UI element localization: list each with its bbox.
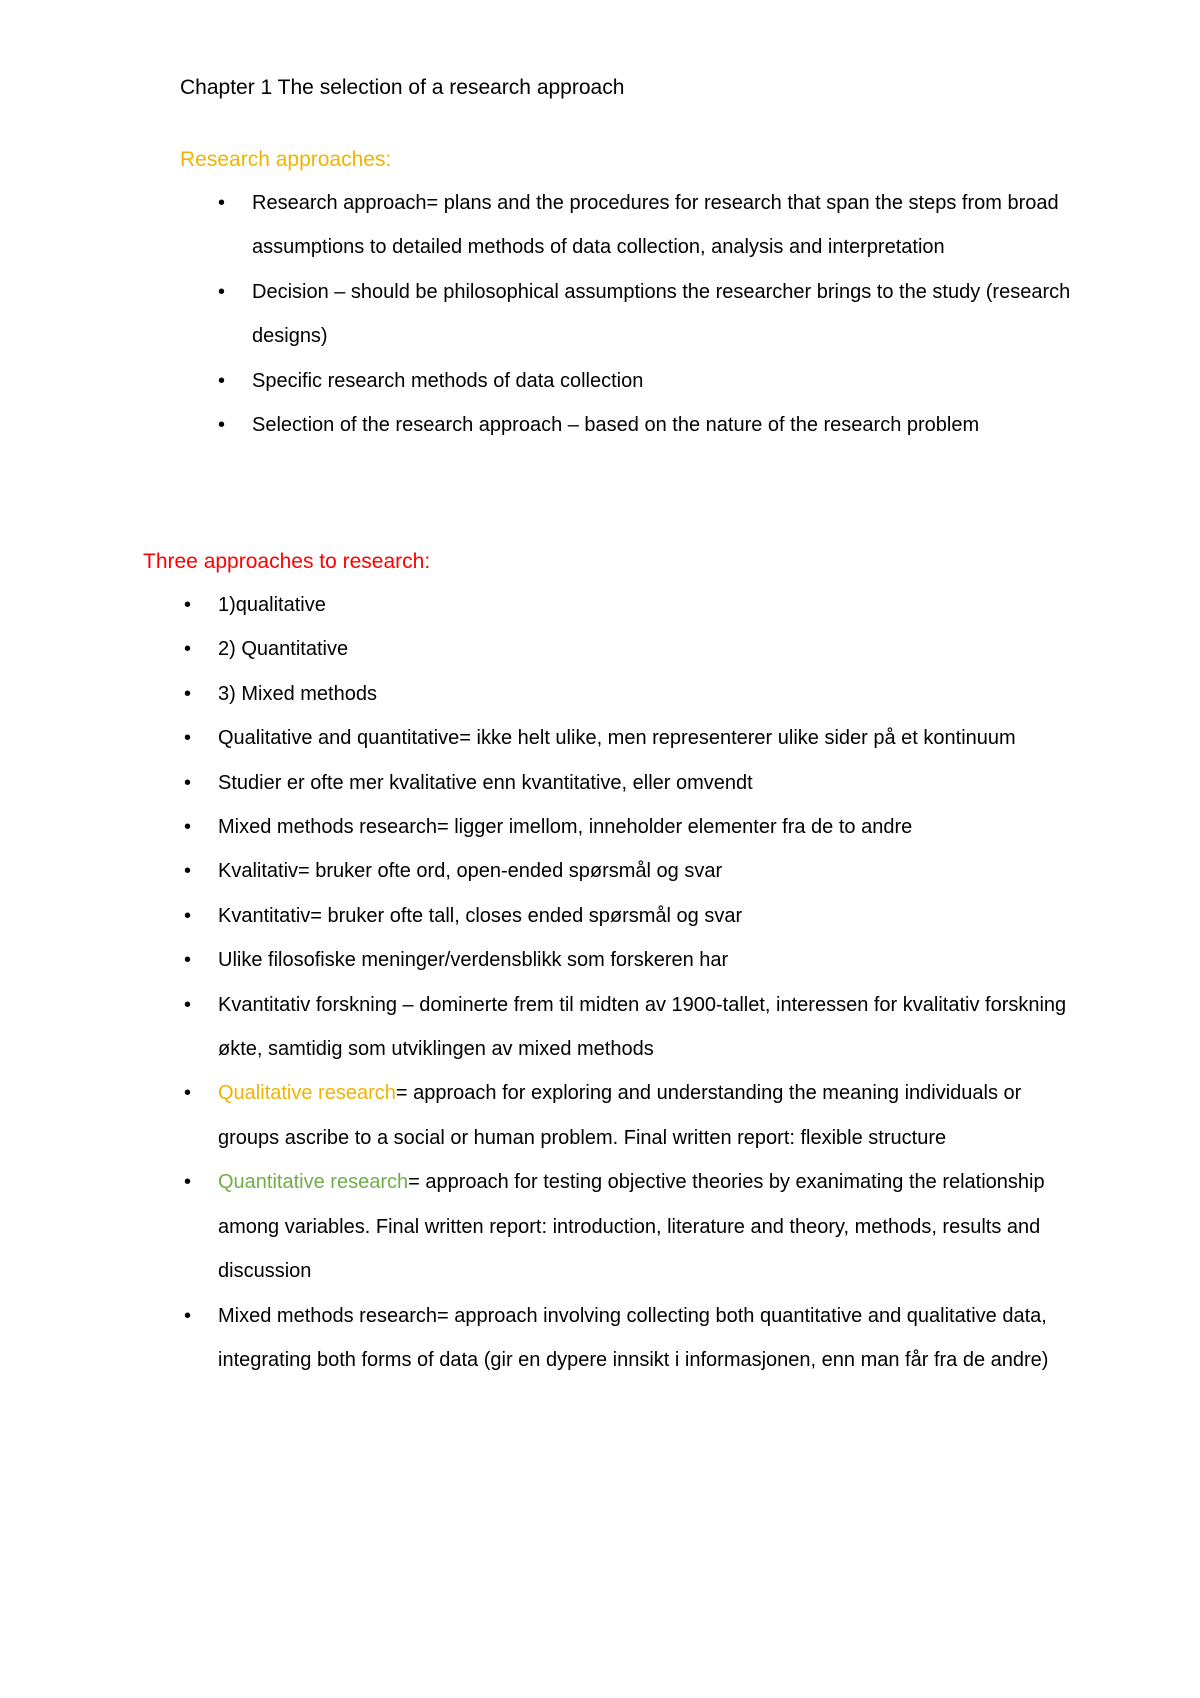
term-quantitative-research: Quantitative research <box>218 1171 409 1194</box>
list-item-text: 1)qualitative <box>218 594 326 616</box>
list-item-text: 3) Mixed methods <box>218 682 377 705</box>
list-item <box>180 983 1080 1072</box>
list-item-text: Studier er ofte mer kvalitative enn kvantitative, eller omvendt <box>218 771 753 794</box>
list-item <box>214 359 1084 403</box>
list-item <box>180 672 1080 716</box>
list-item <box>214 403 1084 447</box>
bullet-icon: • <box>184 771 192 794</box>
list-item <box>214 270 1084 359</box>
list-item-quantitative-research <box>180 1160 1080 1293</box>
list-item-text: Decision – should be philosophical assumptions the researcher brings to the study (research designs) <box>252 280 1071 348</box>
research-approaches-list <box>214 181 1084 447</box>
list-item <box>180 805 1080 849</box>
list-item-text: Ulike filosofiske meninger/verdensblikk som forskeren har <box>218 949 729 972</box>
bullet-icon: • <box>218 192 226 214</box>
list-item <box>214 181 1084 270</box>
list-item-text: Specific research methods of data collection <box>252 369 644 392</box>
list-item-text: Kvalitativ= bruker ofte ord, open-ended spørsmål og svar <box>218 860 723 883</box>
bullet-icon: • <box>184 1304 192 1327</box>
list-item <box>180 627 1080 671</box>
list-item <box>180 938 1080 982</box>
list-item-text: Kvantitativ= bruker ofte tall, closes ended spørsmål og svar <box>218 904 743 927</box>
section-heading-three-approaches: Three approaches to research: <box>143 550 431 573</box>
bullet-icon: • <box>184 816 192 839</box>
definition-quantitative-research: = approach for testing objective theories by exanimating the relationship among variables. Final written report: introduction, literature and theory, methods, results and discussion <box>218 1171 1045 1283</box>
bullet-icon: • <box>184 949 192 972</box>
list-item-text: Research approach= plans and the procedures for research that span the steps from broad assumptions to detailed methods of data collection, analysis and interpretation <box>252 192 1059 259</box>
bullet-icon: • <box>184 638 192 661</box>
bullet-icon: • <box>184 904 192 927</box>
three-approaches-list <box>180 583 1080 1382</box>
list-item <box>180 761 1080 805</box>
bullet-icon: • <box>184 594 192 616</box>
bullet-icon: • <box>184 1082 192 1105</box>
list-item-text: Mixed methods research= ligger imellom, inneholder elementer fra de to andre <box>218 816 913 839</box>
term-qualitative-research: Qualitative research <box>218 1082 396 1105</box>
list-item-text: Qualitative and quantitative= ikke helt ulike, men representerer ulike sider på et kontinuum <box>218 727 1016 750</box>
list-item-text: Mixed methods research= approach involving collecting both quantitative and qualitative data, integrating both forms of data (gir en dypere innsikt i informasjonen, enn man får fra de andre) <box>218 1304 1049 1371</box>
bullet-icon: • <box>218 414 226 437</box>
list-item <box>180 583 1080 627</box>
bullet-icon: • <box>184 727 192 750</box>
bullet-icon: • <box>184 993 192 1016</box>
list-item <box>180 849 1080 893</box>
list-item-text: Selection of the research approach – based on the nature of the research problem <box>252 414 980 437</box>
list-item <box>180 894 1080 938</box>
bullet-icon: • <box>184 682 192 705</box>
definition-qualitative-research: = approach for exploring and understanding the meaning individuals or groups ascribe to a social or human problem. Final written report: flexible structure <box>218 1082 1022 1149</box>
list-item-mixed-methods-research <box>180 1294 1080 1383</box>
list-item-text: Kvantitativ forskning – dominerte frem til midten av 1900-tallet, interessen for kvalitativ forskning økte, samtidig som utviklingen av mixed methods <box>218 993 1067 1061</box>
bullet-icon: • <box>218 280 226 303</box>
list-item-qualitative-research <box>180 1071 1080 1160</box>
bullet-icon: • <box>218 369 226 392</box>
bullet-icon: • <box>184 860 192 883</box>
list-item <box>180 716 1080 760</box>
page-title: Chapter 1 The selection of a research approach <box>180 76 625 99</box>
section-heading-research-approaches: Research approaches: <box>180 148 392 171</box>
list-item-text: 2) Quantitative <box>218 638 349 661</box>
bullet-icon: • <box>184 1171 192 1194</box>
